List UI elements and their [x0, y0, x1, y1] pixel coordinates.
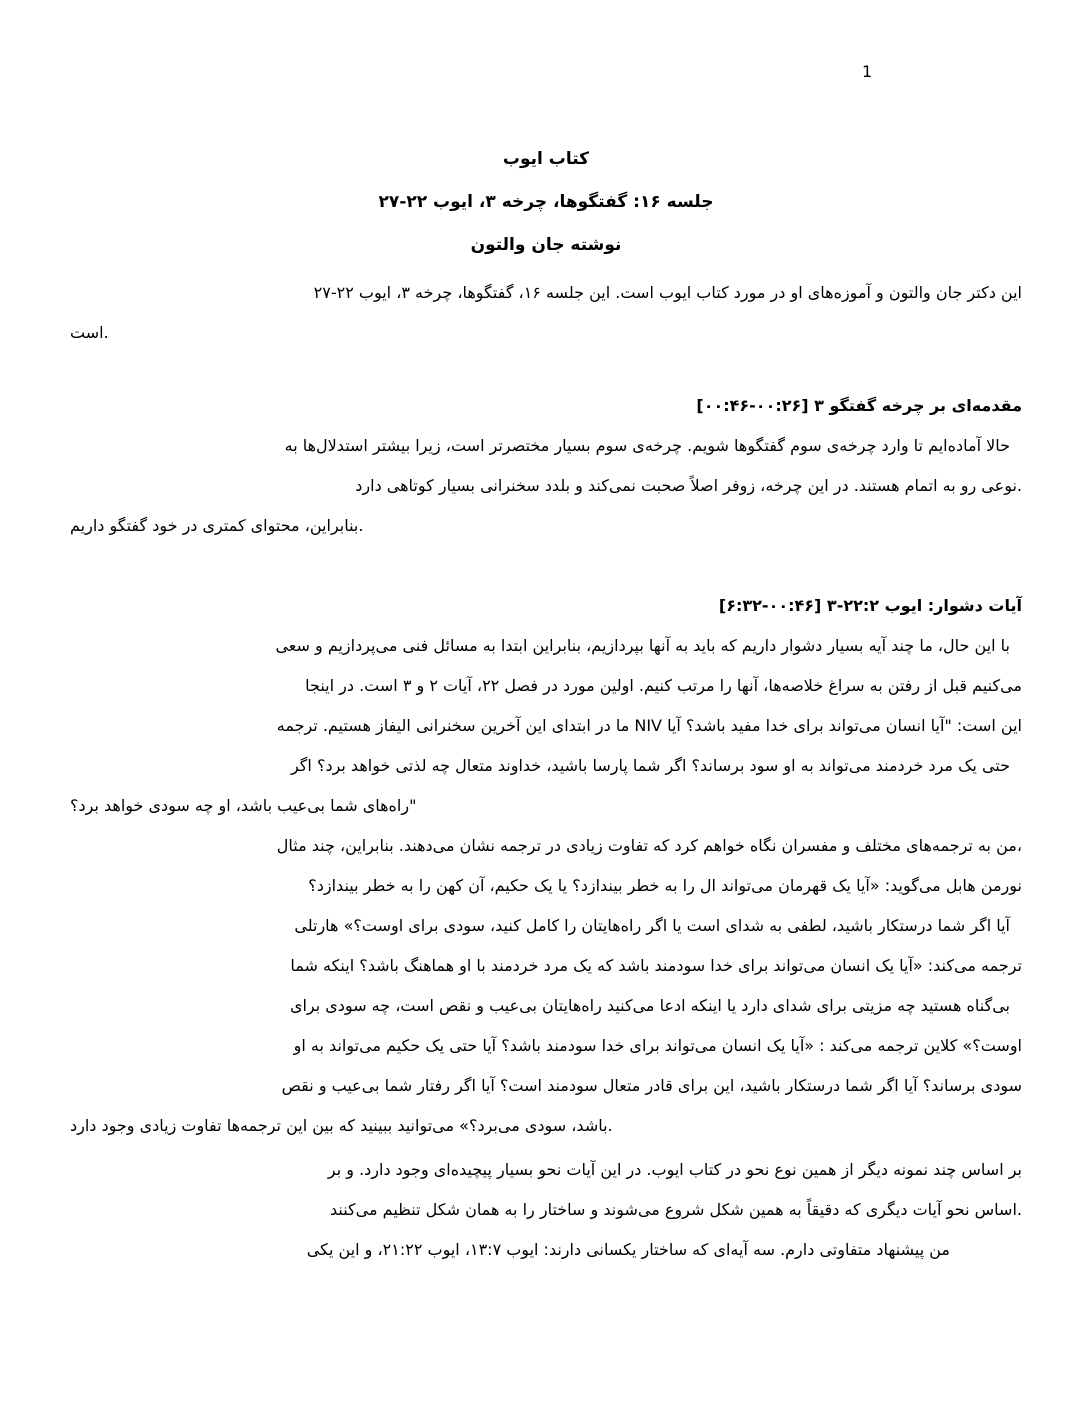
- text-line: با این حال، ما چند آیه بسیار دشوار داریم که باید به آنها بپردازیم، بنابراین ابتدا به مسائل فنی می‌پردازیم و سعی: [275, 636, 1010, 655]
- document-content: [70, 138, 1022, 1270]
- text-line: ،من به ترجمه‌های مختلف و مفسران نگاه خواهم کرد که تفاوت زیادی در ترجمه نشان می‌دهند. بنابراین، چند مثال: [276, 836, 1022, 855]
- text-line: "راه‌های شما بی‌عیب باشد، او چه سودی خواهد برد؟: [70, 796, 417, 815]
- text-line: اوست؟» کلاین ترجمه می‌کند : «آیا یک انسان می‌تواند برای خدا سودمند باشد؟ آیا حتی یک حکیم می‌تواند به او: [293, 1036, 1022, 1055]
- text-line: حتی یک مرد خردمند می‌تواند به او سود برساند؟ اگر شما پارسا باشید، خداوند متعال چه لذتی خواهد برد؟ اگر: [290, 756, 1010, 775]
- document-title-book: کتاب ایوب: [502, 149, 590, 169]
- text-line: بر اساس چند نمونه دیگر از همین نوع نحو در کتاب ایوب. در این آیات نحو بسیار پیچیده‌ای وجود دارد. و بر: [327, 1160, 1022, 1179]
- title-block: [70, 138, 1022, 267]
- document-title-session: جلسه ۱۶: گفتگوها، چرخه ۳، ایوب ۲۲-۲۷: [378, 192, 714, 212]
- text-line: .نوعی رو به اتمام هستند. در این چرخه، زوفر اصلاً صحبت نمی‌کند و بلدد سخنرانی بسیار کوتاهی دارد: [355, 476, 1022, 495]
- text-line: بی‌گناه هستید چه مزیتی برای شدای دارد یا اینکه ادعا می‌کنید راه‌هایتان بی‌عیب و نقص است، چه سودی برای: [289, 996, 1010, 1015]
- syntax-paragraph: [70, 1150, 1022, 1230]
- text-line: حالا آماده‌ایم تا وارد چرخه‌ی سوم گفتگوها شویم. چرخه‌ی سوم بسیار مختصرتر است، زیرا بیشتر استدلال‌ها به: [284, 436, 1010, 455]
- difficult-verses-paragraph: [70, 626, 1022, 1146]
- section-heading-cycle3-intro: مقدمه‌ای بر چرخه گفتگو ۳ [۰۰:۲۶-۰۰:۴۶]: [696, 396, 1022, 415]
- text-line: ترجمه می‌کند: «آیا یک انسان می‌تواند برای خدا سودمند باشد که یک مرد خردمند با او هماهنگ باشد؟ اینکه شما: [290, 956, 1022, 975]
- cycle3-intro-paragraph: [70, 426, 1022, 546]
- text-line: من پیشنهاد متفاوتی دارم. سه آیه‌ای که ساختار یکسانی دارند: ایوب ۱۳:۷، ایوب ۲۱:۲۲، و این یکی: [306, 1240, 950, 1259]
- text-line: آیا اگر شما درستکار باشید، لطفی به شدای است یا اگر راه‌هایتان را کامل کنید، سودی برای اوست؟» هارتلی: [294, 916, 1010, 935]
- document-title-author: نوشته جان والتون: [470, 235, 622, 255]
- text-line: سودی برساند؟ آیا اگر شما درستکار باشید، این برای قادر متعال سودمند است؟ آیا اگر رفتار شما بی‌عیب و نقص: [281, 1076, 1022, 1095]
- text-line: این است: "آیا انسان می‌تواند برای خدا مفید باشد؟ آیا NIV ما در ابتدای این آخرین سخنرانی الیفاز هستیم. ترجمه: [276, 716, 1022, 735]
- text-line: .بنابراین، محتوای کمتری در خود گفتگو داریم: [70, 516, 364, 535]
- text-line: .است: [70, 323, 109, 342]
- text-line: نورمن هابل می‌گوید: «آیا یک قهرمان می‌تواند ال را به خطر بیندازد؟ یا یک حکیم، آن کهن را به خطر بیندازد؟: [308, 876, 1022, 895]
- text-line: .اساس نحو آیات دیگری که دقیقاً به همین شکل شروع می‌شوند و ساختار را به همان شکل تنظیم می‌کنند: [330, 1200, 1022, 1219]
- proposal-paragraph: [70, 1230, 1022, 1270]
- text-line: .باشد، سودی می‌برد؟» می‌توانید ببینید که بین این ترجمه‌ها تفاوت زیادی وجود دارد: [70, 1116, 613, 1135]
- text-line: می‌کنیم قبل از رفتن به سراغ خلاصه‌ها، آنها را مرتب کنیم. اولین مورد در فصل ۲۲، آیات ۲ و ۳ است. در اینجا: [305, 676, 1022, 695]
- text-line: این دکتر جان والتون و آموزه‌های او در مورد کتاب ایوب است. این جلسه ۱۶، گفتگوها، چرخه ۳، ایوب ۲۲-۲۷: [313, 283, 1022, 302]
- intro-paragraph: [70, 273, 1022, 353]
- page-number: 1: [862, 62, 873, 81]
- section-heading-difficult-verses: آیات دشوار: ایوب ۲۲:۲-۳ [۰۰:۴۶-۶:۳۲]: [718, 596, 1022, 615]
